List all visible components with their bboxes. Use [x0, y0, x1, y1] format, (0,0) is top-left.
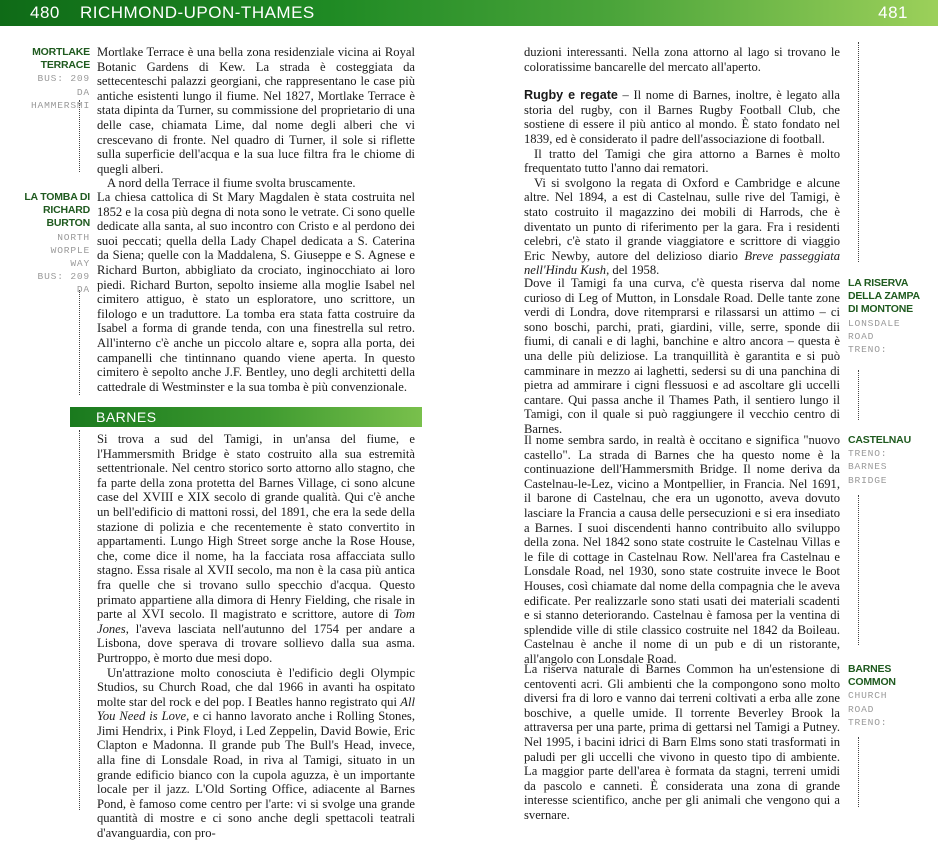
mortlake-sidebar	[4, 46, 90, 112]
castelnau-title: CASTELNAU	[848, 434, 911, 446]
burton-text	[97, 190, 415, 394]
barnes-common-paragraph: La riserva naturale di Barnes Common ha un'estensione di centoventi acri. Gli ambienti che la compongono sono molto diversi fra di loro e vanno dai terreni coltivati a erba alle zone boschive, a quelle umide. Il torrente Beverley Brook la attraversa per una parte, prima di gettarsi nel Tamigi a Putney. Nel 1995, i bacini idrici di Barn Elms sono stati trasformati in paludi per gli uccelli che vivono in questo tipo di ambiente. La maggior parte dell'area è formata da stagni, terreni umidi da pascolo e canneti. È considerata una zona di grande interesse scientifico, anche per gli animali che vengono qui a svernare.	[524, 662, 840, 822]
barnes-common-info-2: ROAD	[848, 703, 875, 715]
burton-divider	[79, 290, 80, 395]
burton-paragraph: La chiesa cattolica di St Mary Magdalen è stata costruita nel 1852 e la cosa più degna di nota sono le vetrate. Ci sono quelle dedicate alla santa, al suo incontro con Cristo e al perdono dei suoi peccati; quella della Lady Chapel dedicata a S. Caterina da Siena; quelle con la Maddalena, S. Giuseppe e S. Agnese e Richard Burton, abbigliato da crociato, inginocchiato ai loro piedi. Richard Burton, sepolto insieme alla moglie Isabel nel cimitero attiguo, è stato un esploratore, uno scrittore, un filologo e un traduttore. La tomba era stata fatta costruire da Isabel a forma di grande tenda, con una finestrella sul retro. All'interno c'è anche un piccolo altare e, sopra alla porta, dei campanelli che tintinnano quando viene aperta. In questo cimitero è sepolto anche J.F. Bentley, uno degli architetti della cattedrale di Westminster e la sua tomba è più convenzionale.	[97, 190, 415, 394]
continuation-paragraph: duzioni interessanti. Nella zona attorno al lago si trovano le coloratissime bancarelle del mercato all'aperto.	[524, 45, 840, 74]
castelnau-info-2: BARNES	[848, 461, 888, 473]
right-page-number: 481	[878, 3, 908, 22]
barnes-common-title-line1: BARNES	[848, 663, 892, 675]
castelnau-info-3: BRIDGE	[848, 474, 888, 486]
castelnau-paragraph: Il nome sembra sardo, in realtà è occitano e significa "nuovo castello". La strada di Barnes che ha questo nome è la continuazione dell'Hammersmith Bridge. Il nome deriva da Castelnau-le-Lez, vicino a Montpellier, in Francia. Nel 1691, il barone di Castelnau, che era un ugonotto, aveva dovuto lasciare la Francia a causa delle persecuzioni e si era insediato a Barnes. I suoi discendenti hanno contribuito allo sviluppo della zona. Nel 1842 sono state costruite le Castelnau Villas e le file di cottage in Castelnau Row. Nell'area fra Castelnau e Lonsdale Road, nel 1930, sono state costruite invece le Boot Houses, così chiamate dal nome della compagnia che le aveva edificate. Per realizzarle sono stati usati dei materiali scadenti e si stanno deteriorando. Castelnau è famosa per la ventina di splendide ville di stile classico costruite nel 1842 da Boileau. Castelnau è anche il nome di un pub e di un ristorante, all'angolo con Lonsdale Road.	[524, 433, 840, 666]
mortlake-info-bus: BUS: 209	[37, 73, 90, 85]
leg-of-mutton-title-line3: DI MONTONE	[848, 303, 913, 316]
castelnau-text	[524, 433, 840, 667]
leg-of-mutton-title-line2: DELLA ZAMPA	[848, 290, 920, 303]
burton-info-3: WAY	[70, 258, 90, 270]
leg-of-mutton-info-2: ROAD	[848, 330, 875, 342]
mortlake-info-da: DA	[76, 86, 90, 98]
burton-title-line2: RICHARD BURTON	[42, 204, 90, 230]
barnes-common-text	[524, 662, 840, 823]
barnes-common-sidebar	[848, 663, 936, 729]
song-title: All You Need is Love	[97, 694, 415, 724]
mortlake-paragraph: A nord della Terrace il fiume svolta bruscamente.	[107, 176, 356, 191]
leg-of-mutton-divider	[858, 370, 859, 420]
leg-of-mutton-info-3: TRENO:	[848, 344, 888, 356]
right-top-text	[524, 45, 840, 278]
castelnau-info-1: TRENO:	[848, 448, 888, 460]
burton-sidebar	[2, 191, 90, 297]
mortlake-divider	[79, 100, 80, 172]
page-header	[0, 0, 938, 26]
leg-of-mutton-paragraph: Dove il Tamigi fa una curva, c'è questa riserva dal nome curioso di Leg of Mutton, in Lonsdale Road. Delle tante zone verdi di Londra, dove ritemprarsi e rilassarsi un attimo – ci sono boschi, parchi, prati, giardini, ville, serre, sponde dii fiumi, di canali e di laghi, banchine e altro ancora – questa è una delle più deliziose. La tranquillità è garantita e si può camminare in mezzo ai laghetti, sedersi su di una panchina di pietra ad ammirare i cigni flessuosi e ad ascoltare gli uccelli cantare. Qui passa anche il Thames Path, il sentiero lungo il Tamigi, con il quale si può raggiungere il vecchio centro di Barnes.	[524, 276, 840, 436]
barnes-common-title-line2: COMMON	[848, 676, 896, 689]
mortlake-title-line2: TERRACE	[40, 59, 90, 72]
book-title: Breve passeggiata nell'Hindu Kush	[524, 248, 840, 278]
burton-info-5: DA	[76, 284, 90, 296]
mortlake-text	[97, 45, 415, 191]
barnes-paragraph: Un'attrazione molto conosciuta è l'edificio degli Olympic Studios, su Church Road, che dal 1966 in avanti ha ospitato molte star del rock e del pop. I Beatles hanno registrato qui All You Need is Love, e ci hanno lavorato anche i Rolling Stones, Jimi Hendrix, i Pink Floyd, i Led Zeppelin, David Bowie, Eric Clapton e Madonna. Il grande pub The Bull's Head, invece, alla fine di Lonsdale Road, in riva al Tamigi, situato in un grande edificio bianco con la cupola aguzza, è un importante locale per il jazz. L'Old Sorting Office, adiacente al Barnes Pond, è famoso come centro per l'arte: vi si svolge una grande quantità di mostre e ci sono anche degli spettacoli teatrali d'avanguardia, con pro-	[97, 665, 415, 841]
left-page-number: 480	[30, 3, 60, 22]
barnes-common-divider	[858, 737, 859, 807]
mortlake-paragraph: Mortlake Terrace è una bella zona residenziale vicina ai Royal Botanic Gardens di Kew. La strada è costeggiata da settecenteschi palazzi georgiani, che rappresentano le case più antiche esistenti lungo il fiume. Nel 1827, Mortlake Terrace è stata dipinta da Turner, su commissione del proprietario di una delle case, chiamata Lime, dal nome degli alberi che vi crescevano di fronte. Nel quadro di Turner, il sole si riflette sulla superficie dell'acqua e la sua luce filtra fra le chiome di quegli alberi.	[97, 45, 415, 176]
burton-title-line1: LA TOMBA DI	[24, 191, 90, 203]
barnes-text	[97, 432, 415, 841]
burton-info-2: WORPLE	[50, 244, 90, 256]
tom-jones-title: Tom Jones	[97, 607, 415, 636]
mortlake-info-stop: HAMMERSMI	[30, 99, 90, 111]
leg-of-mutton-info-1: LONSDALE	[848, 317, 901, 329]
barnes-common-info-1: CHURCH	[848, 690, 888, 702]
castelnau-divider	[858, 495, 859, 645]
mortlake-title-line1: MORTLAKE	[32, 46, 90, 58]
rugby-paragraph: Rugby e regate – Il nome di Barnes, inoltre, è legato alla storia del rugby, con il Barnes Rugby Football Club, che sostiene di essere il più antico al mondo. È stato fondato nel 1839, ed è considerato il padre dell'associazione di football.	[524, 88, 841, 146]
barnes-divider	[79, 430, 80, 810]
rugby-heading: Rugby e regate	[524, 88, 618, 103]
leg-of-mutton-sidebar	[848, 277, 936, 356]
barnes-section-title: BARNES	[96, 409, 157, 425]
burton-info-1: NORTH	[57, 231, 90, 243]
rugby-paragraph: Il tratto del Tamigi che gira attorno a Barnes è molto frequentato tutto l'anno dai rematori.	[524, 146, 840, 176]
barnes-paragraph: Si trova a sud del Tamigi, in un'ansa del fiume, e l'Hammersmith Bridge è stato costruito alla sua estremità settentrionale. Nel centro storico sorto attorno allo stagno, che fa parte della zona protetta del Barnes Village, ci sono alcune case del XVIII e XIX secolo di grande qualità. Qui c'è anche un bell'edificio di mattoni rossi, del 1891, che era la sede della stazione di polizia e che recentemente è stato convertito in appartamenti. Lungo High Street sorge anche la Rose House, che, come dice il nome, ha la facciata rosa affacciata sullo stagno. Essa risale al XVII secolo, ma non è la casa più antica fra quelle che si trovano sullo specchio d'acqua. Questo primato appartiene alla dimora di Henry Fielding, che risale in parte al XVI secolo. Il magistrato e scrittore, autore di Tom Jones, l'aveva lasciata nell'autunno del 1754 per andare a Lisbona, dove sperava di trovare sollievo dalla sua asma. Purtroppo, è morto due mesi dopo.	[97, 432, 415, 665]
castelnau-sidebar	[848, 434, 936, 487]
leg-of-mutton-text	[524, 276, 840, 437]
leg-of-mutton-title-line1: LA RISERVA	[848, 277, 909, 289]
section-title: RICHMOND-UPON-THAMES	[80, 3, 315, 22]
burton-info-4: BUS: 209	[37, 271, 90, 283]
barnes-common-info-3: TRENO:	[848, 716, 888, 728]
barnes-section-bar	[70, 407, 422, 427]
rugby-paragraph: Vi si svolgono la regata di Oxford e Cambridge e alcune altre. Nel 1894, a est di Castelnau, sulle rive del Tamigi, è stato costruito il magazzino dei mobili di Harrods, che è diventato un punto di riferimento per la gara. Fra i residenti celebri, c'è stato il grande viaggiatore e scrittore di viaggio Eric Newby, autore del delizioso diario Breve passeggiata nell'Hindu Kush, del 1958.	[524, 175, 840, 278]
right-top-divider	[858, 42, 859, 262]
